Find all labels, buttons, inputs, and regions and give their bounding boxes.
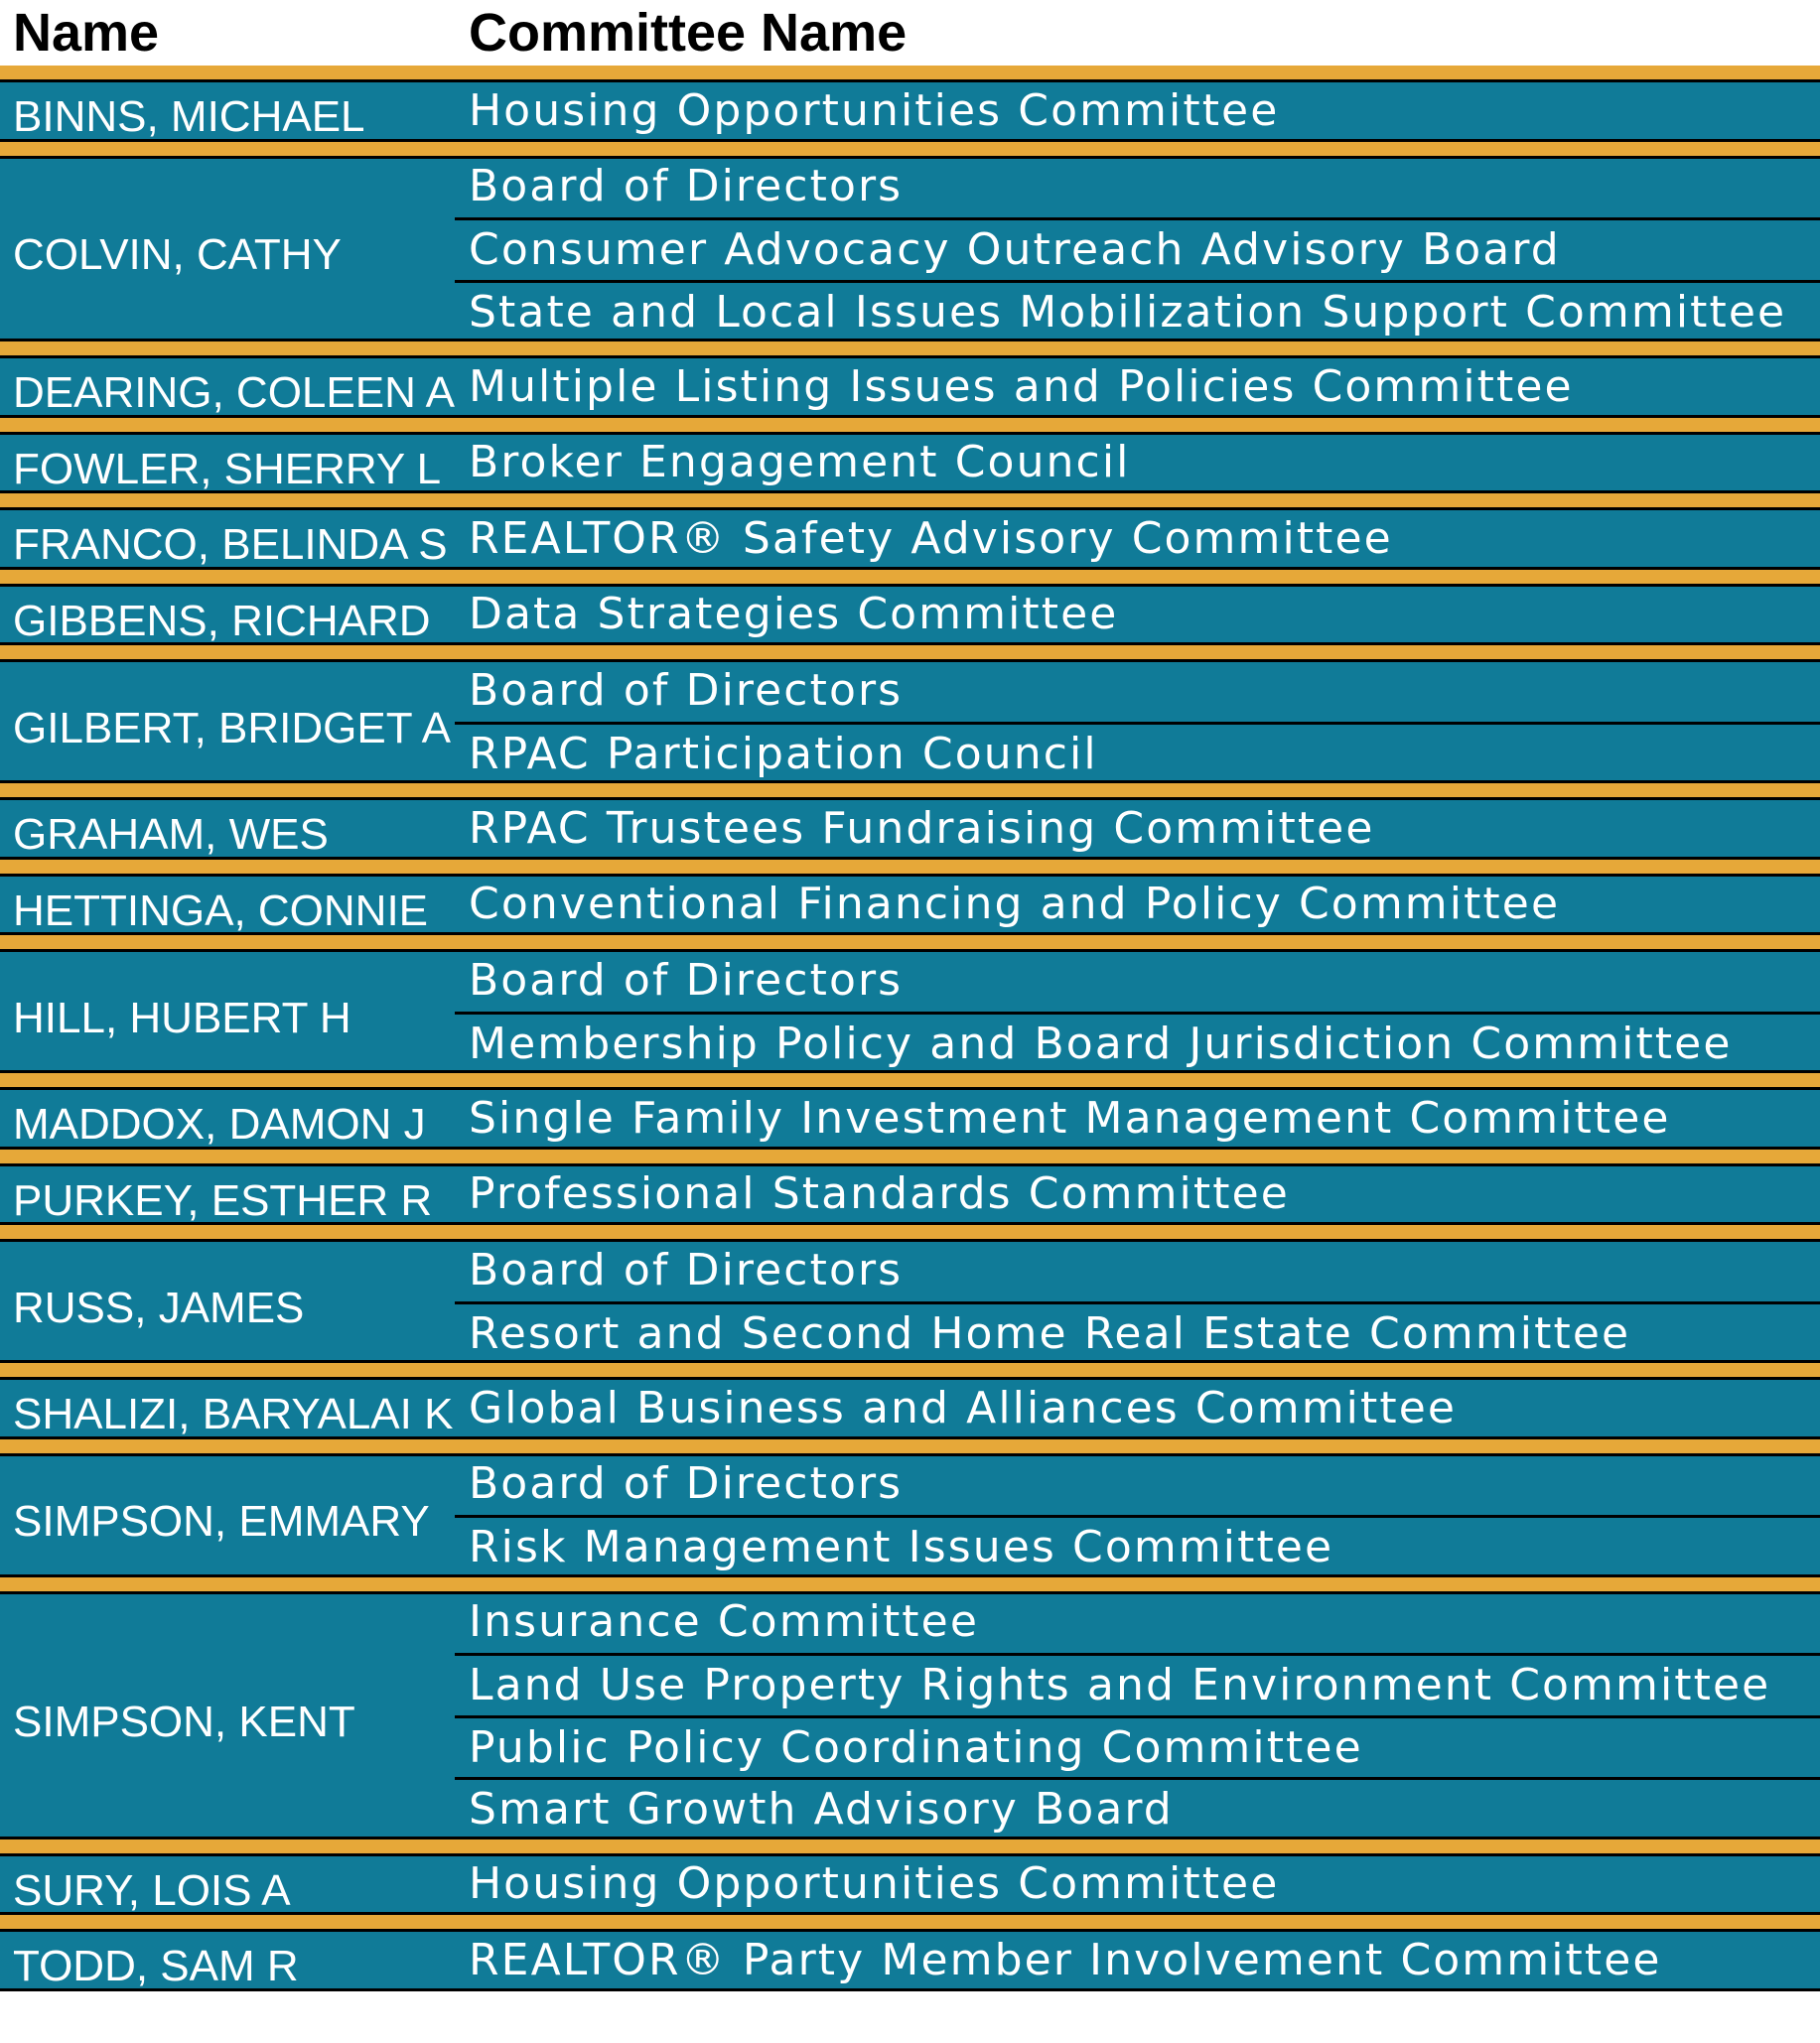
member-name: MADDOX, DAMON J: [13, 1100, 426, 1150]
member-name: SHALIZI, BARYALAI K: [13, 1390, 454, 1439]
committee-name-cell: Multiple Listing Issues and Policies Committee: [469, 360, 1574, 412]
member-name: SIMPSON, EMMARY: [13, 1497, 430, 1546]
committee-name-cell: Professional Standards Committee: [469, 1168, 1290, 1220]
table-row-group: [0, 1363, 1820, 1439]
committee-name-cell: Land Use Property Rights and Environment Committee: [455, 1653, 1820, 1715]
committee-name-cell: REALTOR® Safety Advisory Committee: [469, 512, 1393, 564]
committee-name-cell: Housing Opportunities Committee: [469, 1858, 1280, 1910]
committee-list: [455, 1453, 1820, 1577]
committee-name-cell: RPAC Trustees Fundraising Committee: [469, 802, 1375, 854]
committee-name-cell: Board of Directors: [469, 664, 904, 716]
committee-list: [455, 156, 1820, 342]
committee-list: [455, 355, 1820, 418]
table-row-group: [0, 1150, 1820, 1226]
committee-name-cell: Housing Opportunities Committee: [469, 84, 1280, 136]
member-name: SIMPSON, KENT: [13, 1697, 355, 1746]
table-row-group: [0, 783, 1820, 860]
committee-name-cell: Smart Growth Advisory Board: [455, 1777, 1820, 1839]
committee-name-cell: Board of Directors: [469, 1458, 904, 1510]
committee-name-column-header: Committee Name: [469, 3, 908, 63]
table-row-group: [0, 1073, 1820, 1150]
table-row-group: [0, 1839, 1820, 1916]
name-column-header: Name: [13, 3, 160, 63]
member-name: PURKEY, ESTHER R: [13, 1175, 433, 1225]
table-row-group: [0, 66, 1820, 142]
member-name: FOWLER, SHERRY L: [13, 444, 442, 493]
committee-name-cell: Board of Directors: [469, 954, 904, 1006]
committee-name-cell: Insurance Committee: [469, 1596, 979, 1648]
committee-name-cell: Global Business and Alliances Committee: [469, 1382, 1458, 1433]
committee-list: [455, 1929, 1820, 1991]
member-name: HETTINGA, CONNIE: [13, 885, 429, 935]
committee-list: [455, 949, 1820, 1073]
committee-list: [455, 1377, 1820, 1439]
committee-list: [455, 1853, 1820, 1916]
member-name: TODD, SAM R: [13, 1942, 299, 1991]
committee-name-cell: Board of Directors: [469, 1244, 904, 1295]
committee-name-cell: Conventional Financing and Policy Committee: [469, 879, 1561, 930]
member-name: RUSS, JAMES: [13, 1283, 305, 1332]
committee-name-cell: Data Strategies Committee: [469, 589, 1119, 640]
committee-list: [455, 1239, 1820, 1363]
committee-list: [455, 797, 1820, 860]
table-row-group: [0, 341, 1820, 418]
member-name: HILL, HUBERT H: [13, 993, 351, 1042]
member-name: DEARING, COLEEN A: [13, 368, 456, 418]
table-row-group: [0, 1577, 1820, 1839]
table-row-group: [0, 1225, 1820, 1363]
committee-list: [455, 1087, 1820, 1150]
member-name: GILBERT, BRIDGET A: [13, 703, 451, 752]
committee-list: [455, 1591, 1820, 1839]
member-name: COLVIN, CATHY: [13, 230, 342, 280]
table-row-group: [0, 645, 1820, 783]
member-name: SURY, LOIS A: [13, 1865, 291, 1915]
committee-name-cell: Membership Policy and Board Jurisdiction Committee: [455, 1012, 1820, 1074]
committee-name-cell: Resort and Second Home Real Estate Committee: [455, 1301, 1820, 1364]
member-name: GIBBENS, RICHARD: [13, 596, 431, 645]
committee-name-cell: REALTOR® Party Member Involvement Committee: [469, 1934, 1662, 1985]
committee-name-cell: RPAC Participation Council: [455, 722, 1820, 784]
committee-list: [455, 659, 1820, 783]
member-name: GRAHAM, WES: [13, 810, 329, 860]
committee-name-cell: Board of Directors: [469, 161, 904, 212]
table-row-group: [0, 418, 1820, 494]
committee-name-cell: Single Family Investment Management Committee: [469, 1092, 1671, 1144]
table-row-group: [0, 1915, 1820, 1991]
table-row-group: [0, 860, 1820, 936]
table-row-group: [0, 142, 1820, 342]
table-row-group: [0, 493, 1820, 570]
member-name: FRANCO, BELINDA S: [13, 520, 448, 570]
committee-list: [455, 1163, 1820, 1226]
table-row-group: [0, 1439, 1820, 1577]
committee-list: [455, 79, 1820, 142]
committee-list: [455, 584, 1820, 646]
committee-list: [455, 507, 1820, 570]
committee-list: [455, 874, 1820, 936]
committee-name-cell: Risk Management Issues Committee: [455, 1515, 1820, 1577]
table-row-group: [0, 570, 1820, 646]
committee-name-cell: State and Local Issues Mobilization Support Committee: [455, 280, 1820, 342]
committee-name-cell: Consumer Advocacy Outreach Advisory Board: [455, 217, 1820, 280]
member-name: BINNS, MICHAEL: [13, 92, 365, 142]
committee-name-cell: Broker Engagement Council: [469, 437, 1131, 488]
table-row-group: [0, 935, 1820, 1073]
table-body: [0, 66, 1820, 1991]
committee-list: [455, 432, 1820, 494]
committee-name-cell: Public Policy Coordinating Committee: [455, 1715, 1820, 1778]
